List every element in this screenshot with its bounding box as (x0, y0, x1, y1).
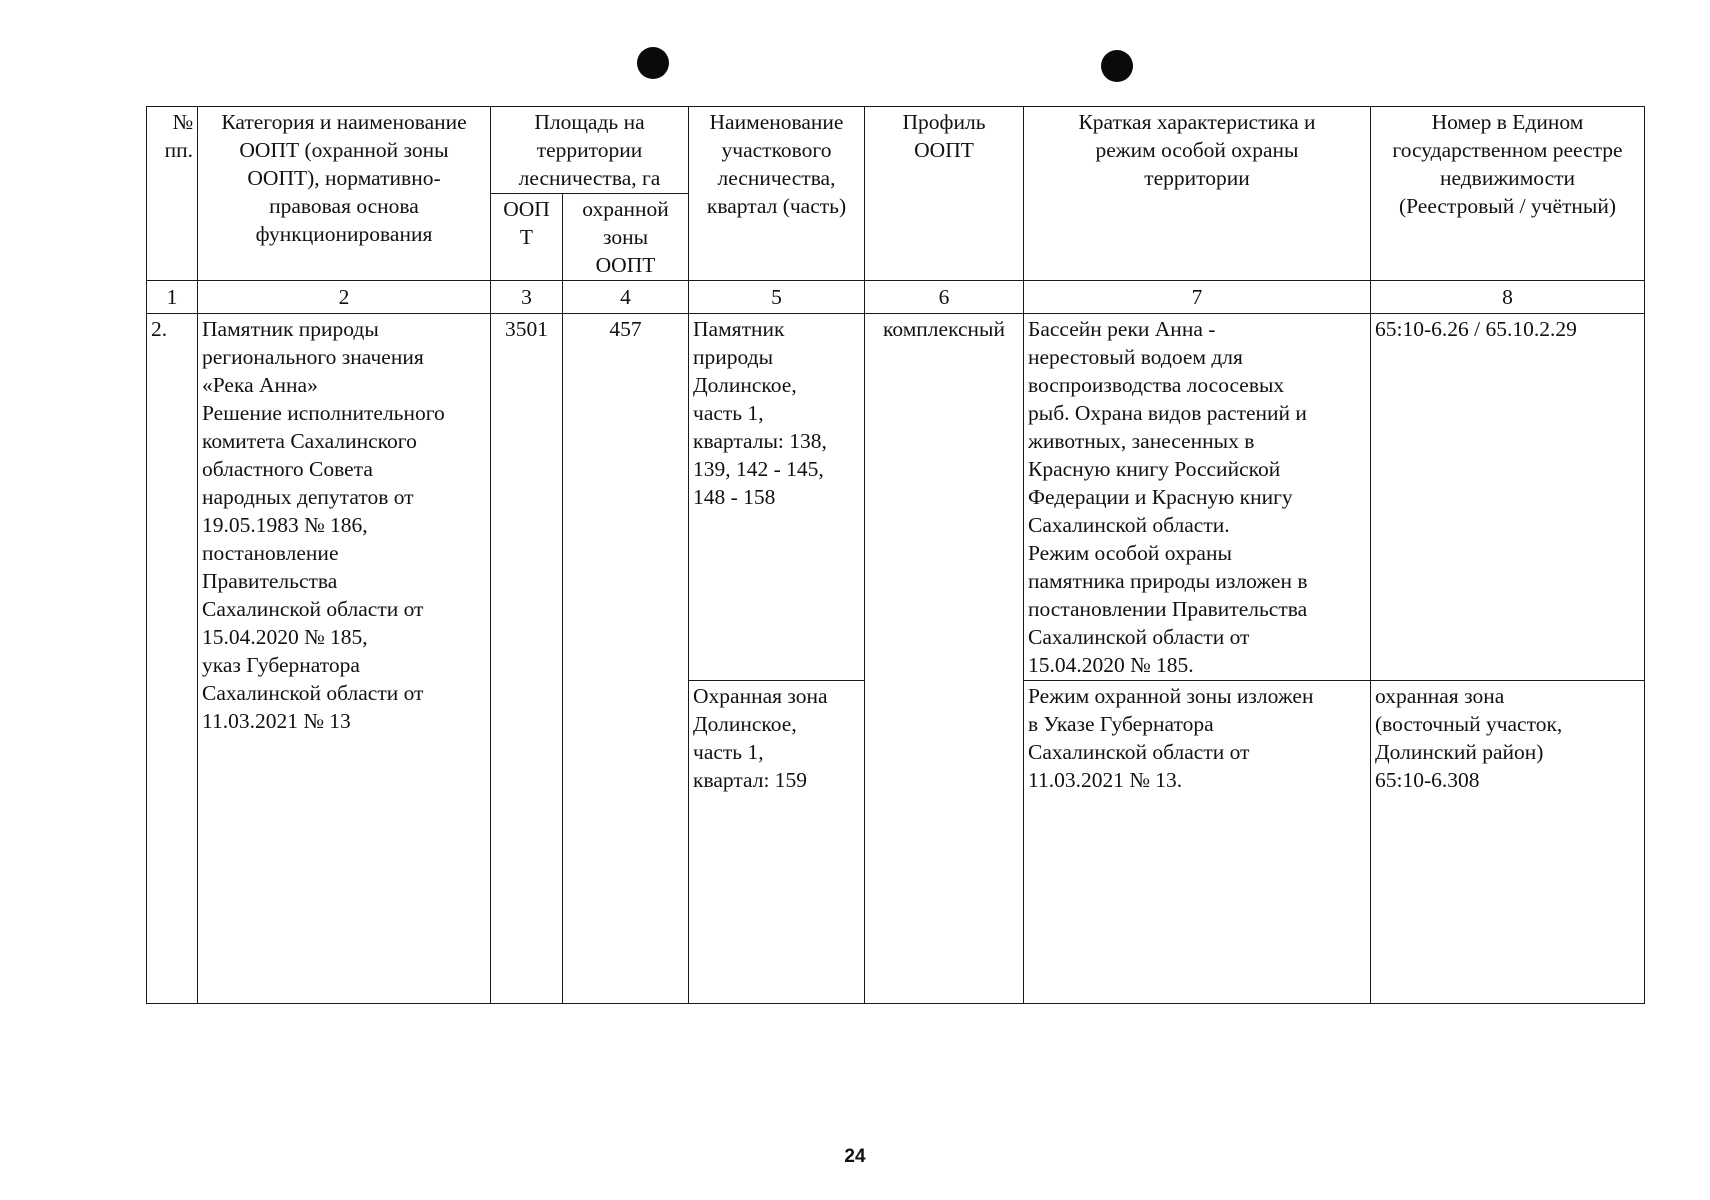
column-number: 8 (1371, 281, 1645, 314)
row-area-zone: 457 (563, 314, 689, 1004)
row-registry-main: 65:10-6.26 / 65.10.2.29 (1371, 314, 1645, 681)
column-number: 1 (147, 281, 198, 314)
row-characteristic-main: Бассейн реки Анна - нерестовый водоем для воспроизводства лососевых рыб. Охрана видов растений и животных, занесенных в Красную книгу Российской Федерации и Красную книгу Сахалинской области. Режим особой охраны памятника природы изложен в постановлении Правительства Сахалинской области от 15.04.2020 № 185. (1024, 314, 1371, 681)
column-number: 4 (563, 281, 689, 314)
header-forestry: Наименование участкового лесничества, квартал (часть) (689, 107, 865, 281)
header-row-1 (147, 107, 1645, 194)
header-area: Площадь на территории лесничества, га (491, 107, 689, 194)
row-characteristic-zone: Режим охранной зоны изложен в Указе Губернатора Сахалинской области от 11.03.2021 № 13. (1024, 681, 1371, 1004)
row-number: 2. (147, 314, 198, 1004)
row-area-oopt: 3501 (491, 314, 563, 1004)
register-table (146, 106, 1645, 1004)
column-number: 2 (198, 281, 491, 314)
column-number: 5 (689, 281, 865, 314)
column-number: 3 (491, 281, 563, 314)
punch-hole-left (637, 47, 669, 79)
column-number: 7 (1024, 281, 1371, 314)
header-number: № пп. (147, 107, 198, 281)
table-row (147, 314, 1645, 681)
header-registry-number: Номер в Едином государственном реестре недвижимости (Реестровый / учётный) (1371, 107, 1645, 281)
page-number: 24 (844, 1146, 866, 1167)
punch-hole-right (1101, 50, 1133, 82)
header-area-oopt: ООП Т (491, 194, 563, 281)
header-characteristic: Краткая характеристика и режим особой охраны территории (1024, 107, 1371, 281)
column-number: 6 (865, 281, 1024, 314)
row-forestry-main: Памятник природы Долинское, часть 1, кварталы: 138, 139, 142 - 145, 148 - 158 (689, 314, 865, 681)
header-profile: Профиль ООПТ (865, 107, 1024, 281)
column-number-row (147, 281, 1645, 314)
header-area-zone: охранной зоны ООПТ (563, 194, 689, 281)
row-registry-zone: охранная зона (восточный участок, Долинский район) 65:10-6.308 (1371, 681, 1645, 1004)
row-name-legal-basis: Памятник природы регионального значения «Река Анна» Решение исполнительного комитета Сахалинского областного Совета народных депутатов от 19.05.1983 № 186, постановление Правительства Сахалинской области от 15.04.2020 № 185, указ Губернатора Сахалинской области от 11.03.2021 № 13 (198, 314, 491, 1004)
header-category-name: Категория и наименование ООПТ (охранной зоны ООПТ), нормативно- правовая основа функционирования (198, 107, 491, 281)
row-forestry-zone: Охранная зона Долинское, часть 1, квартал: 159 (689, 681, 865, 1004)
row-profile: комплексный (865, 314, 1024, 1004)
